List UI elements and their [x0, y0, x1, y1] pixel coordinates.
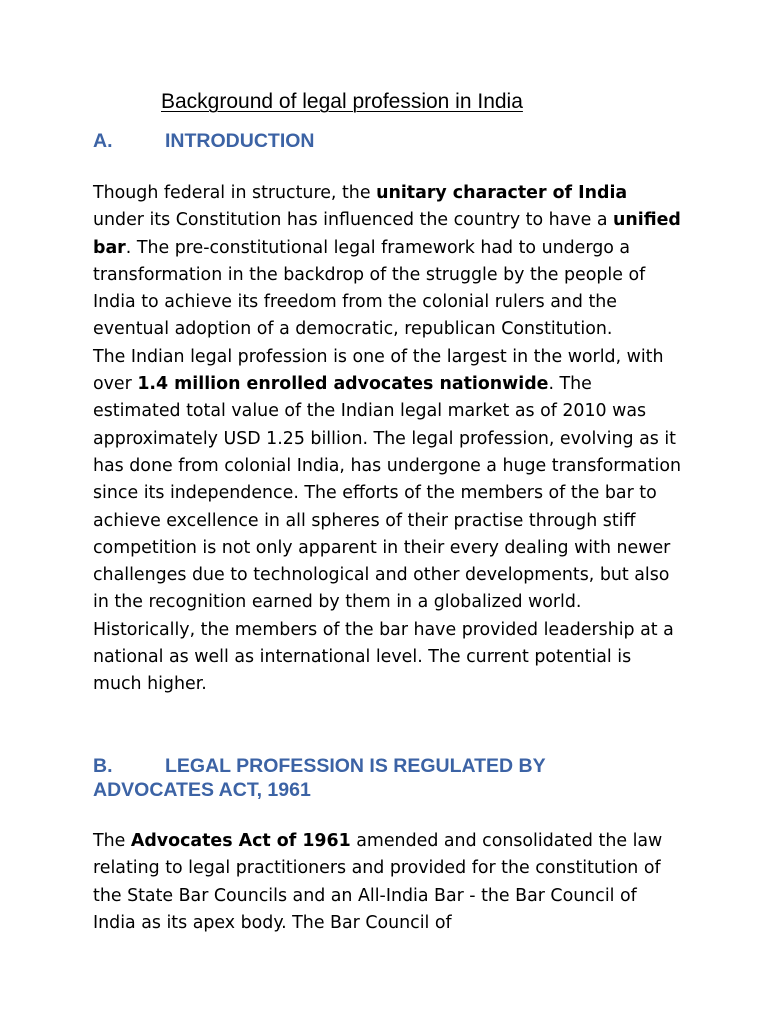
text-run: The	[93, 831, 131, 851]
section-b-letter: B.	[93, 755, 113, 777]
text-run: . The estimated total value of the Indian legal market as of 2010 was approximately USD 1.25 billion. The legal profession, evolving as it has done from colonial India, has undergone a huge transformation since its independence. The efforts of the members of the bar to achieve excellence in all spheres of their practise through stiff competition is not only apparent in their every dealing with newer challenges due to technological and other developments, but also in the recognition earned by them in a globalized world. Historically, the members of the bar have provided leadership at a national as well as international level. The current potential is much higher.	[93, 374, 682, 695]
text-run: Though federal in structure, the	[93, 183, 377, 203]
bold-phrase-advocates-act: Advocates Act of 1961	[130, 831, 351, 851]
section-b-heading-line2: ADVOCATES ACT, 1961	[93, 779, 311, 801]
section-b-heading-line1: LEGAL PROFESSION IS REGULATED BY	[165, 755, 546, 777]
section-a-heading	[93, 129, 315, 153]
section-a-body	[93, 180, 683, 699]
bold-phrase-unified-bar: unified bar	[93, 210, 681, 258]
intro-paragraph-2	[93, 344, 683, 699]
bold-phrase-unitary-character: unitary character of India	[376, 183, 628, 203]
text-run: . The pre-constitutional legal framework had to undergo a transformation in the backdrop of the struggle by the people of India to achieve its freedom from the colonial rulers and the eventual adoption of a democratic, republican Constitution.	[93, 237, 646, 340]
section-b-body	[93, 828, 683, 937]
advocates-act-paragraph	[93, 828, 683, 937]
text-run: amended and consolidated the law relating to legal practitioners and provided for the constitution of the State Bar Councils and an All-India Bar - the Bar Council of India as its apex body. The Bar Council of	[93, 831, 663, 933]
bold-phrase-enrolled-advocates: 1.4 million enrolled advocates nationwide	[137, 374, 549, 395]
section-b-heading	[93, 754, 546, 802]
document-title: Background of legal profession in India	[161, 90, 523, 113]
intro-paragraph-1	[93, 180, 683, 344]
section-a-heading-text: INTRODUCTION	[165, 130, 315, 152]
section-a-letter: A.	[93, 130, 113, 152]
text-run: under its Constitution has influenced the country to have a	[93, 210, 614, 231]
text-run: The Indian legal profession is one of the largest in the world, with over	[93, 346, 664, 395]
